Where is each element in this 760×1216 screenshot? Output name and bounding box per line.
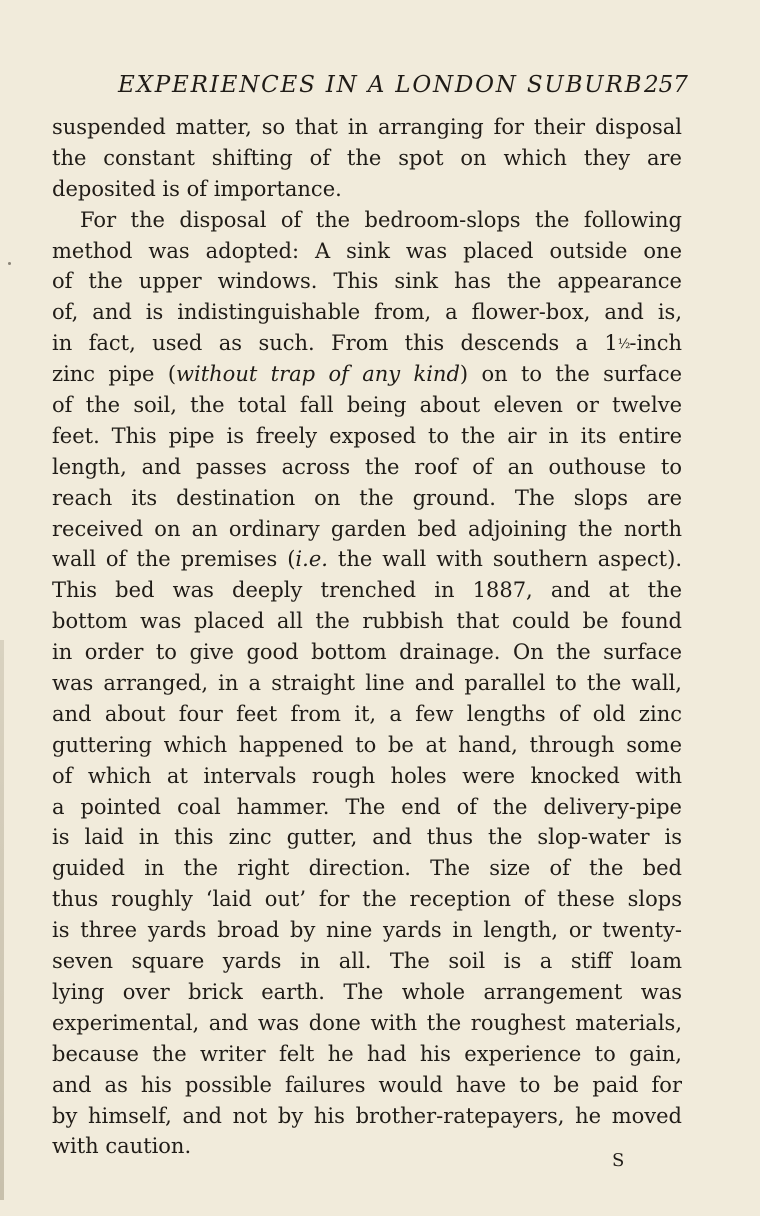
page-number: 257 [644, 72, 688, 98]
text-line [52, 205, 682, 236]
page-header [0, 72, 760, 106]
text-line [52, 668, 682, 699]
text-line [52, 792, 682, 823]
text-line [52, 884, 682, 915]
line-text: length, and passes across the roof of an outhouse to [52, 454, 682, 479]
line-text: method was adopted: A sink was placed outside one [52, 238, 682, 263]
text-line [52, 1070, 682, 1101]
italic-text: without trap of any kind [176, 362, 460, 387]
line-text: -inch [629, 331, 682, 356]
text-line [52, 390, 682, 421]
line-text: guttering which happened to be at hand, through some [52, 732, 682, 757]
margin-speck [8, 262, 11, 265]
text-line [52, 359, 682, 390]
text-line [52, 297, 682, 328]
line-text: lying over brick earth. The whole arrangement was [52, 979, 682, 1004]
text-line [52, 1008, 682, 1039]
line-text: This bed was deeply trenched in 1887, and at the [52, 578, 682, 603]
line-text: guided in the right direction. The size of the bed [52, 856, 682, 881]
text-line [52, 236, 682, 267]
text-line [52, 1101, 682, 1132]
line-text: is laid in this zinc gutter, and thus the slop-water is [52, 825, 682, 850]
text-line [52, 174, 682, 205]
fraction-text: ½ [617, 337, 630, 353]
line-text: and as his possible failures would have to be paid for [52, 1072, 682, 1097]
line-text: in fact, used as such. From this descends a 1 [52, 331, 618, 356]
binding-edge-shadow [0, 640, 4, 1200]
text-line [52, 761, 682, 792]
line-text: with caution. [52, 1134, 192, 1159]
line-text: a pointed coal hammer. The end of the delivery-pipe [52, 794, 682, 819]
line-text: wall of the premises ( [52, 547, 296, 572]
line-text: was arranged, in a straight line and parallel to the wall, [52, 671, 682, 696]
text-line [52, 1039, 682, 1070]
text-line [52, 483, 682, 514]
line-text: of the upper windows. This sink has the appearance [52, 269, 682, 294]
line-text: suspended matter, so that in arranging for their disposal [52, 115, 682, 139]
body-text [52, 112, 682, 1162]
text-line [52, 112, 682, 143]
text-line [52, 915, 682, 946]
text-line [52, 452, 682, 483]
text-line [52, 1131, 682, 1162]
line-text: because the writer felt he had his experience to gain, [52, 1041, 682, 1066]
signature-mark: S [612, 1150, 626, 1171]
text-line [52, 266, 682, 297]
line-text: bottom was placed all the rubbish that could be found [52, 609, 682, 634]
line-text: of the soil, the total fall being about eleven or twelve [52, 393, 682, 418]
line-text: zinc pipe ( [52, 362, 177, 387]
line-text: reach its destination on the ground. The slops are [52, 485, 682, 510]
text-line [52, 946, 682, 977]
text-line [52, 514, 682, 545]
running-title: EXPERIENCES IN A LONDON SUBURB [118, 72, 644, 98]
text-line [52, 544, 682, 575]
text-line [52, 606, 682, 637]
line-text: and about four feet from it, a few lengths of old zinc [52, 701, 682, 726]
line-text: deposited is of importance. [52, 176, 342, 201]
text-line [52, 328, 682, 359]
italic-text: i.e. [295, 547, 328, 572]
text-line [52, 421, 682, 452]
line-text: the constant shifting of the spot on which they are [52, 145, 682, 170]
line-text: thus roughly ‘laid out’ for the reception of these slops [52, 887, 682, 912]
line-text: of, and is indistinguishable from, a flower-box, and is, [52, 300, 682, 325]
line-text: received on an ordinary garden bed adjoining the north [52, 516, 682, 541]
line-text: For the disposal of the bedroom-slops the following [80, 207, 682, 232]
line-text: feet. This pipe is freely exposed to the air in its entire [52, 423, 682, 448]
text-line [52, 575, 682, 606]
line-text: of which at intervals rough holes were knocked with [52, 763, 682, 788]
line-text: the wall with southern aspect). [327, 547, 682, 572]
text-line [52, 143, 682, 174]
text-line [52, 822, 682, 853]
text-line [52, 637, 682, 668]
text-line [52, 699, 682, 730]
line-text: experimental, and was done with the roughest materials, [52, 1010, 682, 1035]
text-line [52, 730, 682, 761]
text-line [52, 853, 682, 884]
line-text: is three yards broad by nine yards in length, or twenty- [52, 918, 682, 943]
line-text: ) on to the surface [459, 362, 682, 387]
line-text: in order to give good bottom drainage. On the surface [52, 640, 682, 665]
line-text: by himself, and not by his brother-ratepayers, he moved [52, 1103, 682, 1128]
line-text: seven square yards in all. The soil is a stiff loam [52, 949, 682, 974]
text-line [52, 977, 682, 1008]
